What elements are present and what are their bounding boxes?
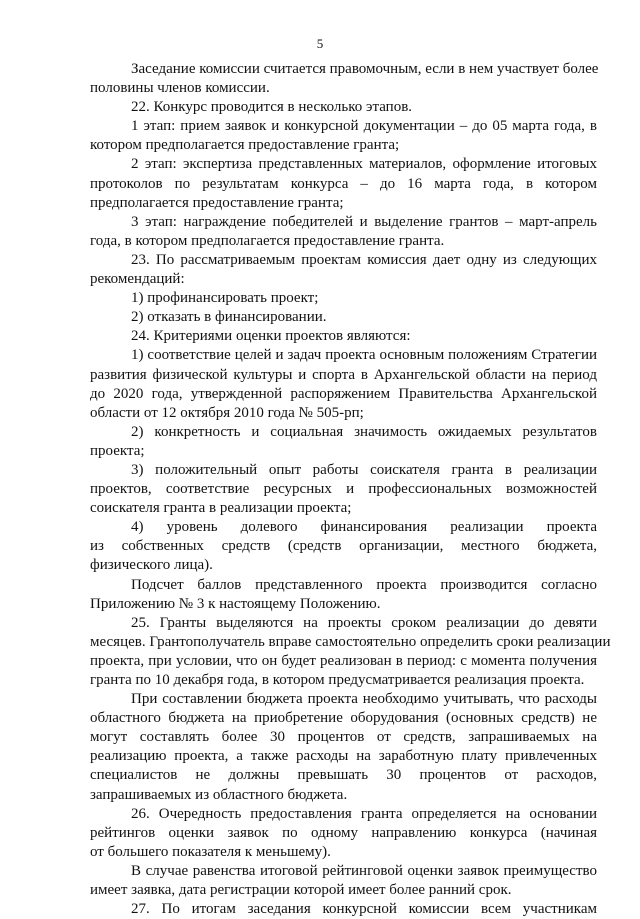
text-line: могут составлять более 30 процентов от средств, запрашиваемых на xyxy=(90,729,597,746)
text-line: проектов, соответствие ресурсных и профессиональных возможностей xyxy=(90,481,597,498)
text-line: соискателя гранта в реализации проекта; xyxy=(90,500,352,517)
text-line: 3) положительный опыт работы соискателя гранта в реализации xyxy=(131,461,597,478)
text-line: 1) соответствие целей и задач проекта основным положениям Стратегии xyxy=(131,347,597,364)
text-line: проекта, при условии, что он будет реализован в период: с момента получения xyxy=(90,652,597,669)
text-line: предполагается предоставление гранта; xyxy=(90,194,344,211)
page-number: 5 xyxy=(316,36,324,51)
text-line: 3 этап: награждение победителей и выделение грантов – март-апрель xyxy=(131,213,597,230)
text-line: области от 12 октября 2010 года № 505-рп; xyxy=(90,404,364,421)
text-line: специалистов не должны превышать 30 процентов от расходов, xyxy=(90,767,597,784)
text-line: котором предполагается предоставление гранта; xyxy=(90,137,400,154)
text-line: 22. Конкурс проводится в несколько этапов. xyxy=(131,99,413,116)
text-line: реализацию проекта, а также расходы на заработную плату привлеченных xyxy=(90,748,597,765)
text-line: 4) уровень долевого финансирования реализации проекта xyxy=(131,519,597,536)
text-line: 26. Очередность предоставления гранта определяется на основании xyxy=(131,805,597,822)
text-line: от большего показателя к меньшему). xyxy=(90,843,331,860)
text-line: Заседание комиссии считается правомочным, если в нем участвует более xyxy=(131,61,599,77)
text-line: половины членов комиссии. xyxy=(90,80,270,97)
text-line: проекта; xyxy=(90,442,145,459)
text-line: Приложению № 3 к настоящему Положению. xyxy=(90,595,381,612)
text-line: 24. Критериями оценки проектов являются: xyxy=(131,328,411,345)
text-line: 1 этап: прием заявок и конкурсной документации – до 05 марта года, в xyxy=(131,118,597,135)
text-line: рейтингов оценки заявок по одному направлению конкурса (начиная xyxy=(90,824,597,841)
text-line: года, в котором предполагается предоставление гранта. xyxy=(90,232,445,249)
text-line: 1) профинансировать проект; xyxy=(131,290,319,307)
text-line: 2 этап: экспертиза представленных материалов, оформление итоговых xyxy=(131,156,597,173)
text-line: гранта по 10 декабря года, в котором предусматривается реализация проекта. xyxy=(90,672,585,688)
text-line: месяцев. Грантополучатель вправе самостоятельно определить сроки реализации xyxy=(90,633,611,650)
text-line: областного бюджета на приобретение оборудования (основных средств) не xyxy=(90,710,597,727)
text-line: из собственных средств (средств организации, местного бюджета, xyxy=(90,538,597,555)
text-line: 27. По итогам заседания конкурсной комиссии всем участникам xyxy=(131,901,597,918)
text-line: развития физической культуры и спорта в Архангельской области на период xyxy=(90,366,597,383)
text-line: рекомендаций: xyxy=(90,271,185,288)
text-line: 2) отказать в финансировании. xyxy=(131,309,327,326)
text-line: запрашиваемых из областного бюджета. xyxy=(90,786,348,803)
text-line: физического лица). xyxy=(90,557,213,574)
text-line: В случае равенства итоговой рейтинговой оценки заявок преимущество xyxy=(131,862,597,879)
text-line: протоколов по результатам конкурса – до 16 марта года, в котором xyxy=(90,175,597,192)
text-line: до 2020 года, утвержденной распоряжением Правительства Архангельской xyxy=(90,385,597,402)
text-line: Подсчет баллов представленного проекта производится согласно xyxy=(131,576,597,593)
text-line: При составлении бюджета проекта необходимо учитывать, что расходы xyxy=(131,691,597,708)
text-line: 25. Гранты выделяются на проекты сроком реализации до девяти xyxy=(131,614,597,631)
text-line: 2) конкретность и социальная значимость ожидаемых результатов xyxy=(131,423,597,440)
text-line: имеет заявка, дата регистрации которой имеет более ранний срок. xyxy=(90,882,512,899)
text-line: 23. По рассматриваемым проектам комиссия дает одну из следующих xyxy=(131,251,597,268)
document-body xyxy=(90,60,611,919)
